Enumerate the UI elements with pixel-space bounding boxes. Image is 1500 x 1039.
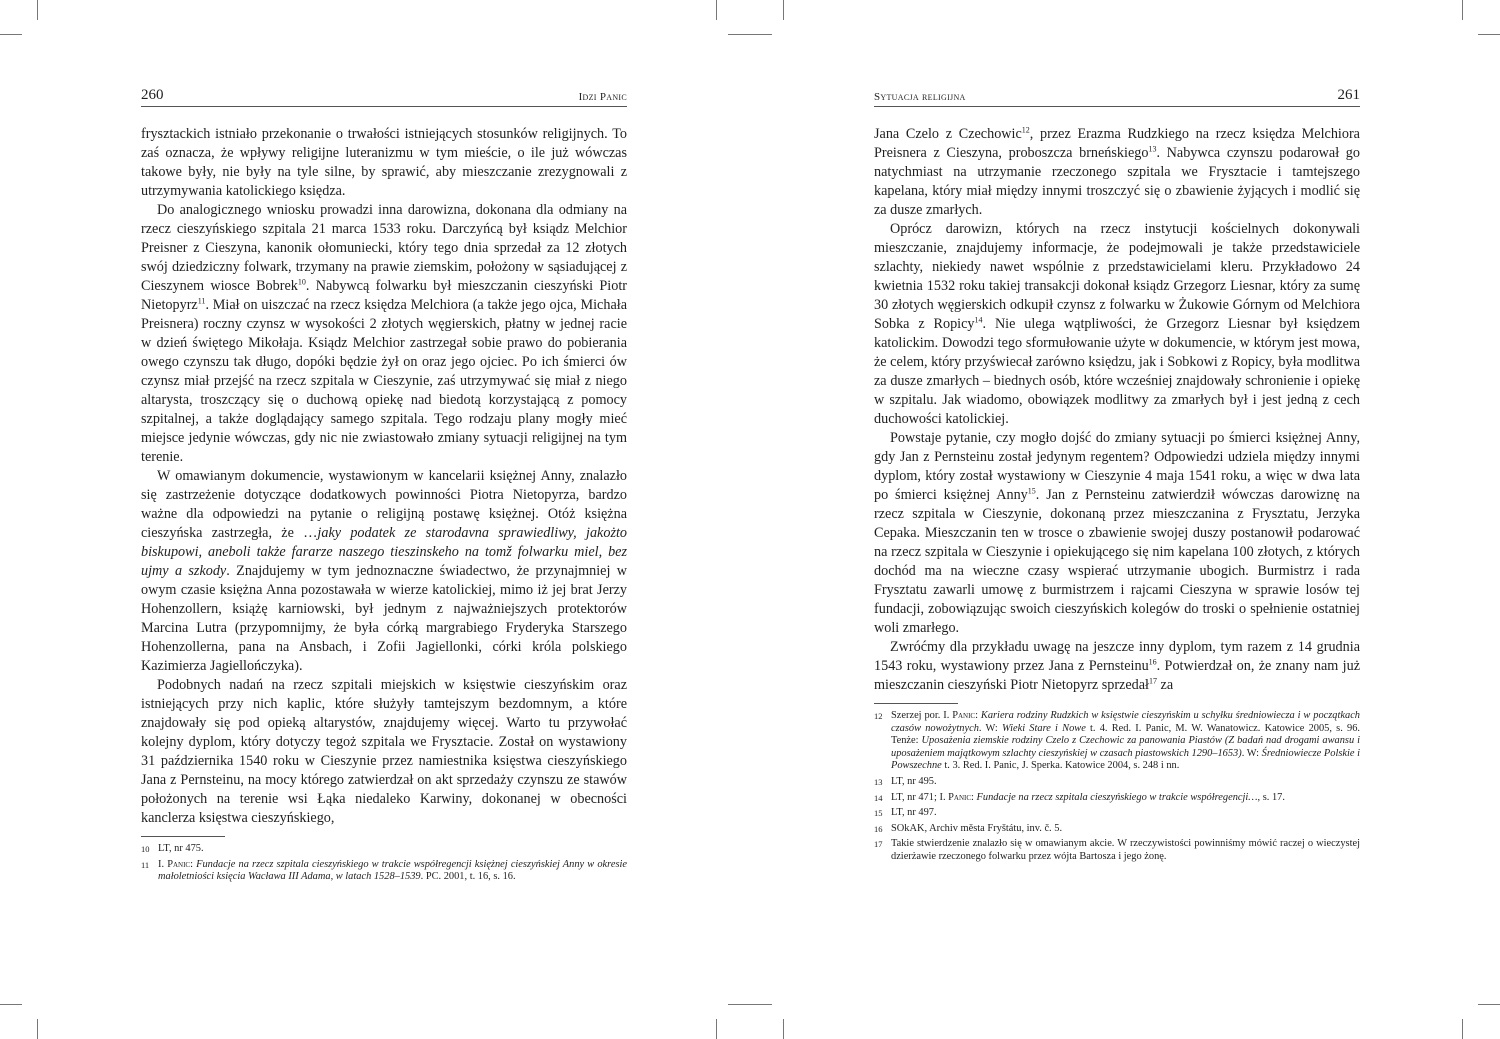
footnote-number: 15 <box>874 808 883 819</box>
text-run: Takie stwierdzenie znalazło się w omawianym akcie. W rzeczywistości powinniśmy mówić raczej o wieczystej dzierżawie rzeczonego folwarku przez wójta Bartosza i jego żonę. <box>891 838 1360 862</box>
footnote-number: 10 <box>141 844 150 854</box>
text-run: : <box>975 710 981 721</box>
footnote-text <box>891 838 1360 863</box>
crop-mark <box>728 34 750 35</box>
footnote <box>141 859 627 884</box>
footnote-text <box>891 823 1360 836</box>
text-run: , s. 17. <box>1257 791 1285 803</box>
text-run: t. 3. Red. I. Panic, J. Sperka. Katowice 2004, s. 248 i nn. <box>941 760 1180 772</box>
footnotes <box>141 843 627 884</box>
italic-text: Fundacje na rzecz szpitala cieszyńskiego w trakcie współregencji… <box>976 791 1258 803</box>
crop-mark <box>716 0 717 20</box>
text-run: LT, nr 495. <box>891 775 937 787</box>
footnote-rule <box>141 836 225 837</box>
text-run: Zwróćmy dla przykładu uwagę na jeszcze inny dyplom, tym razem z 14 grudnia 1543 roku, wystawiony przez Jana z Pernsteinu <box>874 639 1360 674</box>
paragraph <box>141 467 627 676</box>
text-run: . Miał on uiszczać na rzecz księdza Melchiora (a także jego ojca, Michała Preisnera) roczny czynsz w wysokości 2 złotych węgierskich, płatny w jednej racie w dzień świętego Mikołaja. Ksiądz Melchior zastrzegał sobie prawo do pobierania owego czynszu tak długo, dopóki będzie żył on oraz jego ojciec. Po ich śmierci ów czynsz miał przejść na rzecz szpitala w Cieszynie, zaś utrzymywać się miał z niego altarysta, troszczący się o duchową opiekę nad biedotą korzystającą z pomocy szpitalnej, a także doglądający samego szpitala. Tego rodzaju plany mogły mieć miejsce jedynie wówczas, gdy nic nie zwiastowało zmiany sytuacji religijnej na tym terenie. <box>141 297 627 465</box>
crop-mark <box>1462 1019 1463 1039</box>
crop-mark <box>750 34 772 35</box>
text-run: . Znajdujemy w tym jednoznaczne świadectwo, że przynajmniej w owym czasie księżna Anna pozostawała w wierze katolickiej, mimo iż jej brat Jerzy Hohenzollern, książę karniowski, był jednym z najważniejszych protektorów Marcina Lutra (przypomnijmy, że była córką margrabiego Fryderyka Starszego Hohenzollerna, pana na Ansbach, i Zofii Jagiellonki, córki króla polskiego Kazimierza Jagiellończyka). <box>141 563 627 674</box>
paragraph <box>874 429 1360 638</box>
crop-mark <box>783 1019 784 1039</box>
text-run: : <box>190 858 197 870</box>
page-header <box>874 86 1360 107</box>
text-run: frysztackich istniało przekonanie o trwałości istniejących stosunków religijnych. To zaś oznacza, że wpływy religijne luteranizmu w tym mieście, o ile już wówczas takowe były, nie były na tyle silne, by sprawić, aby mieszczanie zrezygnowali z utrzymywania katolickiego księdza. <box>141 126 627 199</box>
text-run: , przez Erazma Rudzkiego na rzecz księdza Melchiora Preisnera z Cieszyna, proboszcza brneńskiego <box>874 126 1360 161</box>
text-run: : <box>971 791 977 803</box>
crop-mark <box>37 0 38 20</box>
paragraph <box>141 676 627 828</box>
paragraph <box>874 638 1360 695</box>
left-page <box>141 86 627 887</box>
text-run: . Nabywca czynszu podarował go natychmiast na utrzymanie rzeczonego szpitala we Frysztacie i tamtejszego kapelana, który miał między innymi troszczyć się o zbawienie żyjących i modlić się za dusze zmarłych. <box>874 145 1360 218</box>
footnote-ref: 10 <box>297 277 306 287</box>
text-run: . W: <box>978 722 1003 734</box>
paragraph <box>874 125 1360 220</box>
crop-mark <box>750 1004 772 1005</box>
footnote-number: 11 <box>141 859 150 870</box>
text-run: Oprócz darowizn, których na rzecz instytucji kościelnych dokonywali mieszczanie, znajdujemy informacje, że podejmowali je także przedstawiciele szlachty, niekiedy nawet wspólnie z przedstawicielami kleru. Przykładowo 24 kwietnia 1532 roku takiej transakcji dokonał ksiądz Grzegorz Liesnar, który za sumę 30 złotych węgierskich odkupił czynsz z folwarku w Żukowie Górnym od Melchiora Sobka z Ropicy <box>874 221 1360 332</box>
footnote <box>874 710 1360 773</box>
author-name: Panic <box>167 858 191 870</box>
crop-mark <box>37 1019 38 1039</box>
text-run: Powstaje pytanie, czy mogło dojść do zmiany sytuacji po śmierci księżnej Anny, gdy Jan z Pernsteinu został jedynym regentem? Odpowiedzi udziela między innymi dyplom, który został wystawiony w Cieszynie 4 maja 1541 roku, a więc w dwa lata po śmierci księżnej Anny <box>874 430 1360 503</box>
crop-mark <box>783 0 784 20</box>
right-page <box>874 86 1360 867</box>
footnote-ref: 13 <box>1148 144 1157 154</box>
footnote-number: 14 <box>874 792 883 803</box>
author-name: Panic <box>948 791 972 803</box>
crop-mark <box>1478 34 1500 35</box>
paragraph <box>874 220 1360 429</box>
footnote <box>874 776 1360 789</box>
italic-text: Kariera rodziny Rudzkich w księstwie cieszyńskim u schyłku średniowiecza i w początkach czasów nowożytnych <box>891 710 1360 734</box>
page-header <box>141 86 627 107</box>
text-run: SOkAK, Archiv města Fryštátu, inv. č. 5. <box>891 822 1063 834</box>
italic-text: Średniowiecze Polskie i Powszechne <box>891 747 1360 772</box>
footnote-text <box>891 776 1360 789</box>
footnote <box>141 843 627 856</box>
footnote <box>874 838 1360 863</box>
crop-mark <box>0 34 22 35</box>
text-run: . Nie ulega wątpliwości, że Grzegorz Liesnar był księdzem katolickim. Dowodzi tego sformułowanie użyte w dokumencie, w którym jest mowa, że celem, który przyświecał zarówno księdzu, jak i Sobkowi z Ropicy, była modlitwa za dusze zmarłych – biednych osób, które wcześniej znajdowały schronienie i opiekę w szpitalu. Jak wiadomo, obowiązek modlitwy za zmarłych był i jest jedną z cech duchowości katolickiej. <box>874 316 1361 427</box>
italic-text: Wieki Stare i Nowe <box>1002 722 1086 734</box>
footnote-ref: 14 <box>974 315 983 325</box>
footnote-ref: 17 <box>1149 676 1157 686</box>
footnote-number: 13 <box>874 776 883 787</box>
italic-text: Uposażenia ziemskie rodziny Czelo z Czechowic za panowania Piastów (Z badań nad drogami awansu i uposażeniem majątkowym szlachty cieszyńskiej w czasach piastowskich 1290–1653) <box>891 735 1360 759</box>
text-run: LT, nr 471; I. <box>891 791 949 803</box>
text-run: LT, nr 475. <box>158 843 204 854</box>
text-run: za <box>1157 677 1174 693</box>
italic-text: jaky podatek ze starodavna sprawiedliwy, jakożto biskupowi, aneboli także fararze naszego tieszinskeho na tomž folwarku miel, bez ujmy a szkody <box>141 525 628 579</box>
italic-text: Fundacje na rzecz szpitala cieszyńskiego w trakcie współregencji księżnej cieszyńskiej Anny w okresie małoletniości księcia Wacława III Adama, w latach 1528–1539 <box>158 858 627 883</box>
text-run: LT, nr 497. <box>891 807 937 819</box>
crop-mark <box>1462 0 1463 20</box>
footnote <box>874 792 1360 805</box>
footnote-rule <box>874 703 958 704</box>
author-name: Panic <box>952 710 976 721</box>
text-run: Szerzej por. I. <box>891 710 953 721</box>
footnote-number: 17 <box>874 839 883 850</box>
text-run: . Nabywcą folwarku był mieszczanin cieszyński Piotr Nietopyrz <box>141 278 628 313</box>
running-head: Idzi Panic <box>578 91 627 103</box>
text-run: . PC. 2001, t. 16, s. 16. <box>420 871 516 883</box>
body-text <box>141 125 627 828</box>
text-run: Podobnych nadań na rzecz szpitali miejskich w księstwie cieszyńskim oraz istniejących przy nich kaplic, które służyły tamtejszym bezdomnym, a które znajdowały się pod opieką altarystów, znajdujemy więcej. Warto tu przywołać kolejny dyplom, który dotyczy tegoż szpitala we Frysztacie. Został on wystawiony 31 października 1540 roku w Cieszynie przez namiestnika księstwa cieszyńskiego Jana z Pernsteinu, na mocy którego zatwierdzał on akt sprzedaży czynszu ze stawów położonych na terenie wsi Łąka niedaleko Karwiny, dokonanej w obecności kanclerza księstwa cieszyńskiego, <box>141 677 627 826</box>
footnote-text <box>891 710 1360 773</box>
running-head: Sytuacja religijna <box>874 91 966 103</box>
text-run: . Jan z Pernsteinu zatwierdził wówczas darowiznę na rzecz szpitala w Cieszynie, dokonaną przez mieszczanina z Frysztatu, Jerzyka Cepaka. Mieszczanin ten w trosce o zbawienie swojej duszy postanowił podarować na rzecz szpitala w Cieszynie i opiekującego się nim kapelana 100 złotych, z których dochód ma na wieczne czasy wspierać utrzymanie ubogich. Burmistrz i rada Frysztatu zawarli umowę z burmistrzem i rajcami Cieszyna w sprawie losów tej fundacji, zobowiązując swoich cieszyńskich kolegów do troski o spełnienie ostatniej woli zmarłego. <box>874 487 1360 636</box>
footnote-number: 16 <box>874 823 883 834</box>
footnote <box>874 823 1360 836</box>
page-number: 261 <box>1337 87 1360 103</box>
crop-mark <box>716 1019 717 1039</box>
crop-mark <box>1478 1004 1500 1005</box>
footnotes <box>874 710 1360 864</box>
crop-mark <box>728 1004 750 1005</box>
paragraph <box>141 125 627 201</box>
text-run: I. <box>158 858 168 870</box>
footnote-text <box>891 807 1360 820</box>
paragraph <box>141 201 627 467</box>
footnote-ref: 11 <box>197 296 206 306</box>
footnote <box>874 807 1360 820</box>
footnote-ref: 16 <box>1148 657 1157 667</box>
text-run: W omawianym dokumencie, wystawionym w kancelarii księżnej Anny, znalazło się zastrzeżenie dotyczące dodatkowych powinności Piotra Nietopyrza, bardzo ważne dla odpowiedzi na pytanie o religijną postawę księżnej. Otóż księżna cieszyńska zastrzegła, że … <box>141 468 627 541</box>
footnote-number: 12 <box>874 711 883 721</box>
text-run: Jana Czelo z Czechowic <box>874 126 1022 142</box>
footnote-text <box>158 843 627 856</box>
text-run: . W: <box>1241 747 1262 759</box>
body-text <box>874 125 1360 695</box>
footnote-ref: 15 <box>1027 486 1036 496</box>
footnote-text <box>158 859 627 884</box>
page-number: 260 <box>141 87 164 103</box>
footnote-text <box>891 792 1360 805</box>
footnote-ref: 12 <box>1021 125 1030 135</box>
crop-mark <box>0 1004 22 1005</box>
text-run: t. 4. Red. I. Panic, M. W. Wanatowicz. Katowice 2005, s. 96. Tenże: <box>891 722 1361 747</box>
text-run: Do analogicznego wniosku prowadzi inna darowizna, dokonana dla odmiany na rzecz cieszyńskiego szpitala 21 marca 1533 roku. Darczyńcą był ksiądz Melchior Preisner z Cieszyna, kanonik ołomuniecki, który tego dnia sprzedał za 12 złotych swój dziedziczny folwark, trzymany na prawie ziemskim, położony w sąsiadującej z Cieszynem wiosce Bobrek <box>141 202 627 294</box>
text-run: . Potwierdzał on, że znany nam już mieszczanin cieszyński Piotr Nietopyrz sprzedał <box>874 658 1361 693</box>
